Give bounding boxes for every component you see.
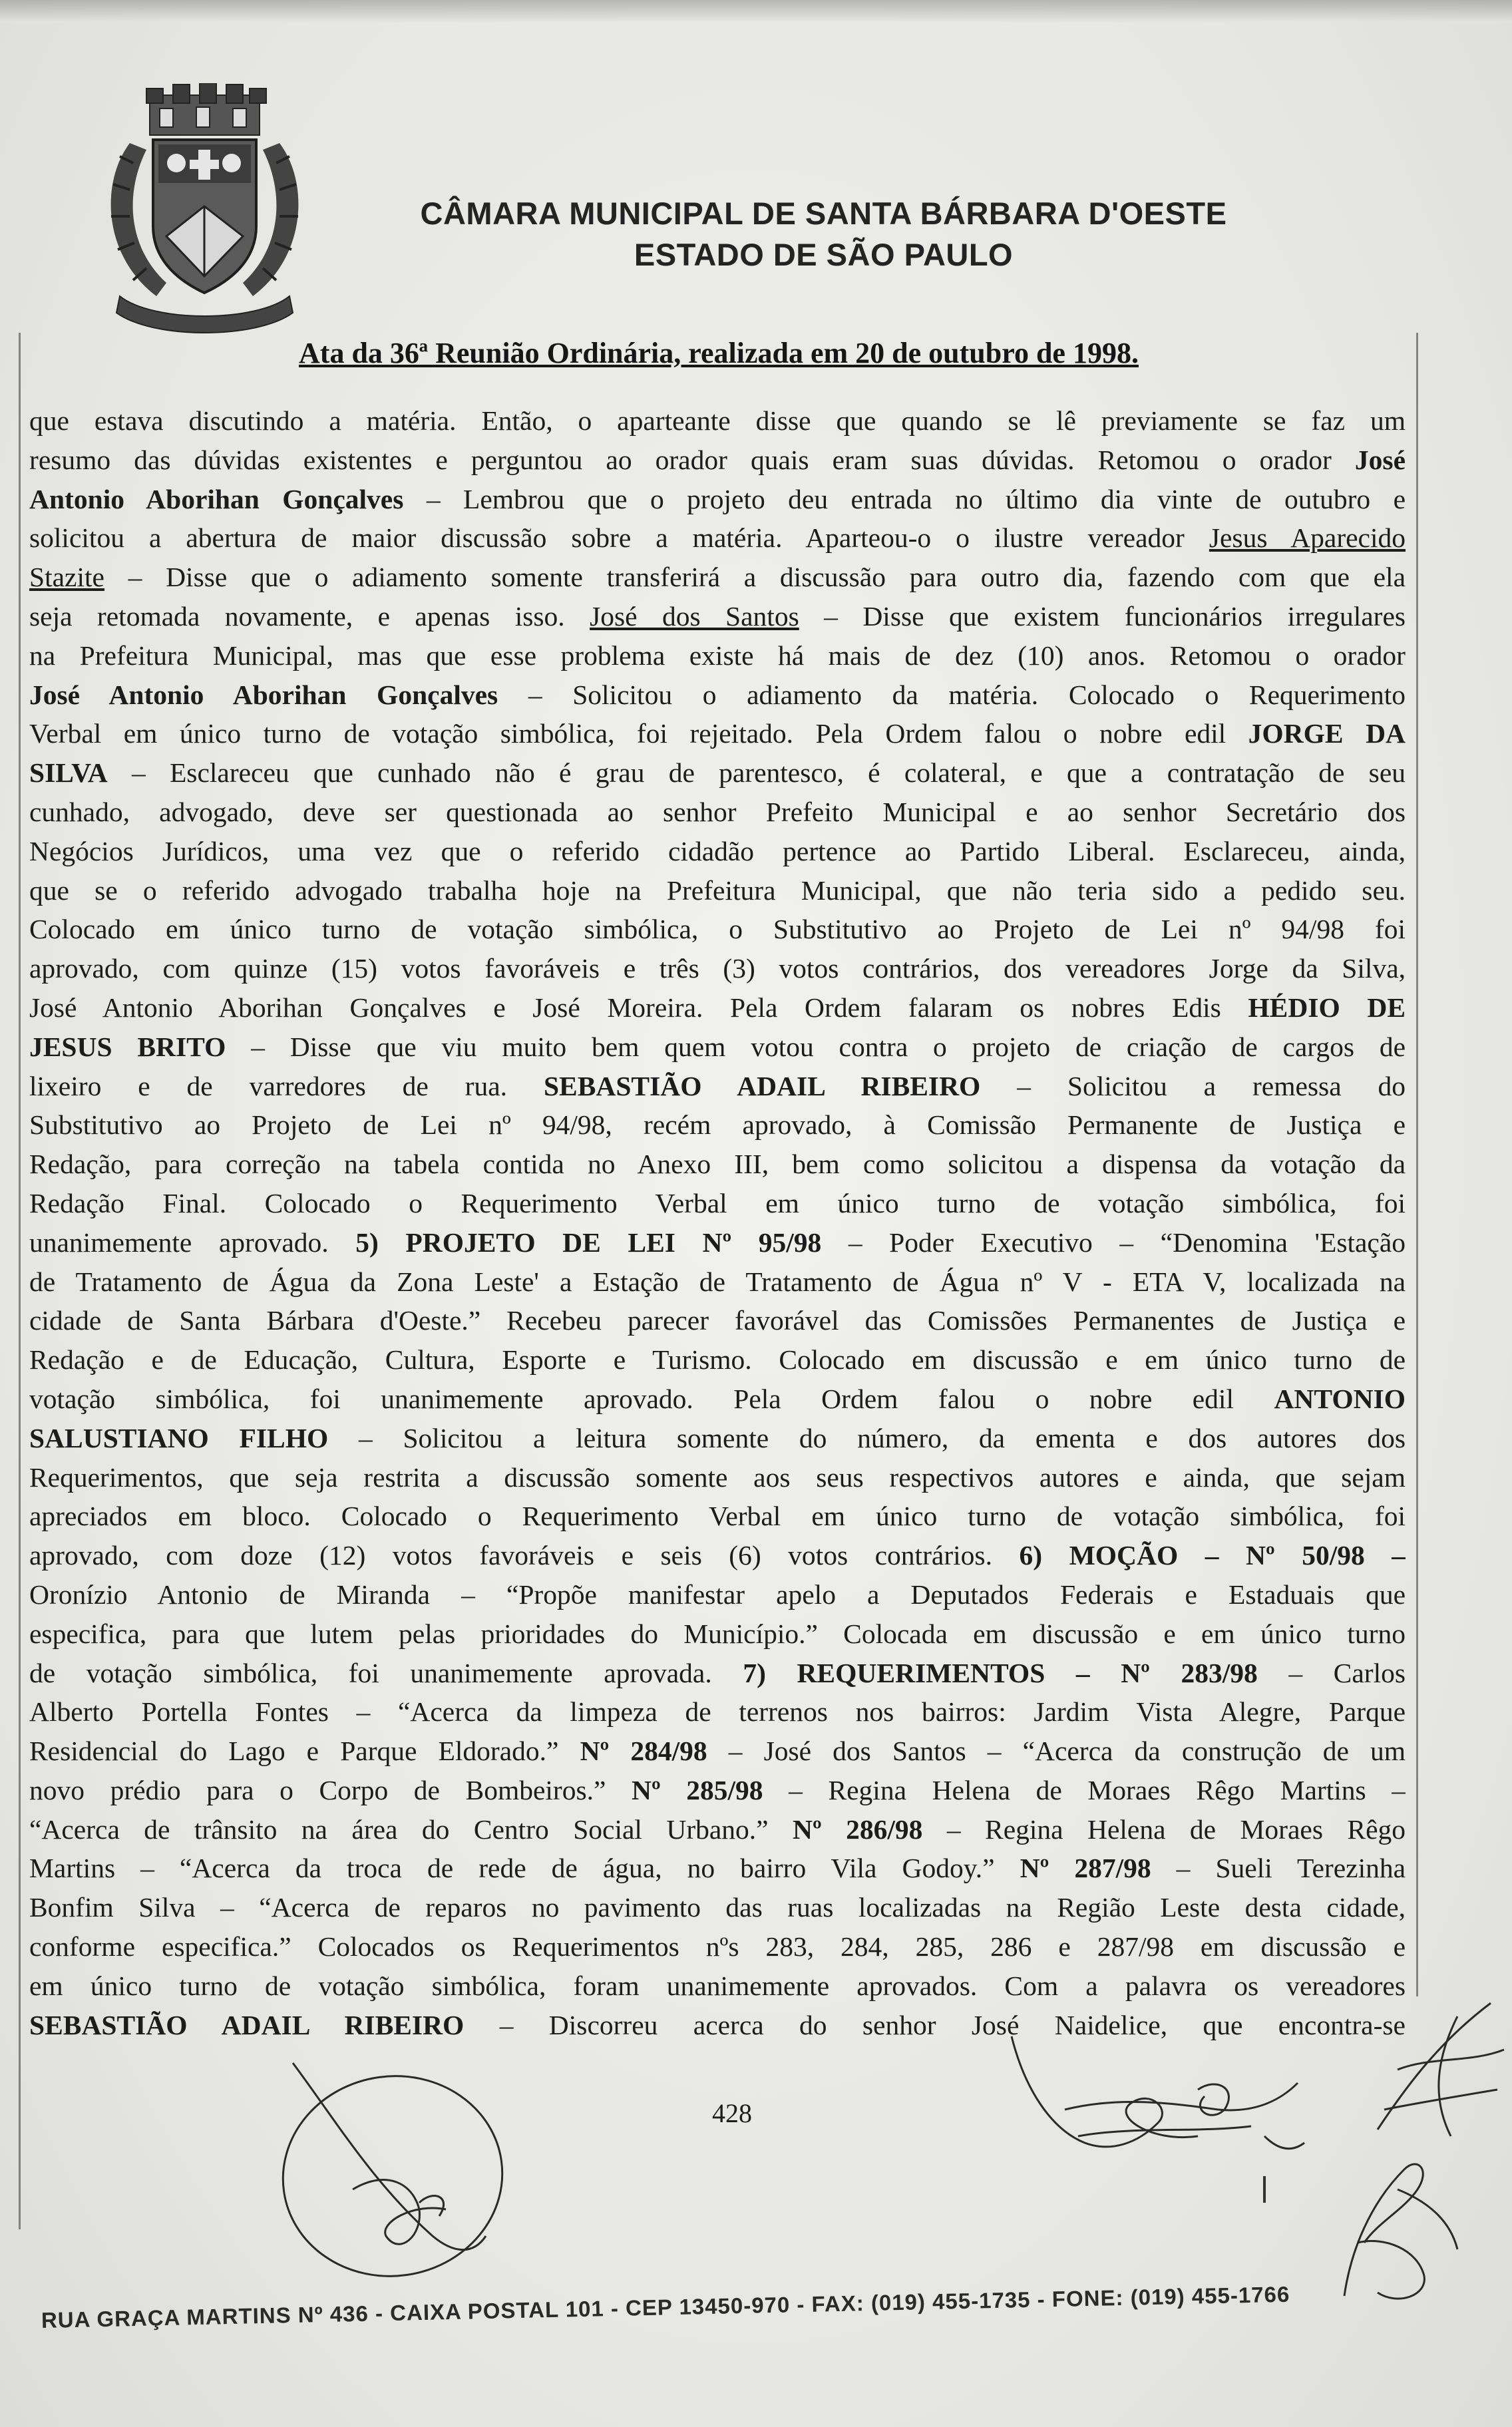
body-line: votação simbólica, foi unanimemente aprovado. Pela Ordem falou o nobre edil ANTONIO xyxy=(29,1383,1406,1414)
page-number: 428 xyxy=(712,2098,752,2128)
institution-name: CÂMARA MUNICIPAL DE SANTA BÁRBARA D'OESTE xyxy=(420,196,1227,231)
body-line: JESUS BRITO – Disse que viu muito bem quem votou contra o projeto de criação de cargos de xyxy=(29,1031,1406,1062)
body-line: resumo das dúvidas existentes e perguntou ao orador quais eram suas dúvidas. Retomou o orador José xyxy=(29,444,1406,475)
institution-header xyxy=(346,193,1301,276)
speaker-name: Antonio Aborihan Gonçalves xyxy=(29,483,404,514)
body-line: na Prefeitura Municipal, mas que esse problema existe há mais de dez (10) anos. Retomou o orador xyxy=(29,640,1406,671)
speaker-name: SALUSTIANO FILHO xyxy=(29,1422,329,1453)
speaker-name: SILVA xyxy=(29,757,108,789)
councillor-name: Stazite xyxy=(29,562,104,593)
body-line: em único turno de votação simbólica, foram unanimemente aprovados. Com a palavra os vereadores xyxy=(29,1970,1406,2001)
body-line: que estava discutindo a matéria. Então, o aparteante disse que quando se lê previamente se faz um xyxy=(29,405,1406,436)
request-number: Nº 285/98 xyxy=(632,1774,763,1805)
body-line: unanimemente aprovado. 5) PROJETO DE LEI Nº 95/98 – Poder Executivo – “Denomina 'Estação xyxy=(29,1226,1406,1258)
left-margin-rule xyxy=(19,333,21,2229)
top-edge-stain xyxy=(0,0,1512,23)
body-line: SILVA – Esclareceu que cunhado não é grau de parentesco, é colateral, e que a contratação de seu xyxy=(29,757,1406,789)
state-name: ESTADO DE SÃO PAULO xyxy=(634,237,1014,272)
speaker-name: JORGE DA xyxy=(1248,718,1406,749)
body-line: que se o referido advogado trabalha hoje na Prefeitura Municipal, que não teria sido a pedido seu. xyxy=(29,874,1406,906)
signature-initials-top-icon xyxy=(1358,1990,1511,2149)
body-line: especifica, para que lutem pelas prioridades do Município.” Colocada em discussão e em único turno xyxy=(29,1618,1406,1649)
body-line: Alberto Portella Fontes – “Acerca da limpeza de terrenos nos bairros: Jardim Vista Alegre, Parque xyxy=(29,1696,1406,1728)
speaker-name: SEBASTIÃO ADAIL RIBEIRO xyxy=(543,1070,981,1101)
body-line: Redação Final. Colocado o Requerimento Verbal em único turno de votação simbólica, foi xyxy=(29,1187,1406,1218)
body-line: Antonio Aborihan Gonçalves – Lembrou que o projeto deu entrada no último dia vinte de outubro e xyxy=(29,483,1406,514)
speaker-name: José Antonio Aborihan Gonçalves xyxy=(29,679,498,710)
footer-address: RUA GRAÇA MARTINS Nº 436 - CAIXA POSTAL 101 - CEP 13450-970 - FAX: (019) 455-1735 - FONE: (019) 455-1766 xyxy=(41,2281,1290,2333)
body-line: Martins – “Acerca da troca de rede de água, no bairro Vila Godoy.” Nº 287/98 – Sueli Terezinha xyxy=(29,1853,1406,1884)
body-line: Requerimentos, que seja restrita a discussão somente aos seus respectivos autores e ainda, que sejam xyxy=(29,1461,1406,1493)
speaker-name: JESUS BRITO xyxy=(29,1031,226,1062)
body-line: Verbal em único turno de votação simbólica, foi rejeitado. Pela Ordem falou o nobre edil JORGE DA xyxy=(29,718,1406,749)
right-margin-rule xyxy=(1416,333,1418,1996)
body-line: cidade de Santa Bárbara d'Oeste.” Recebeu parecer favorável das Comissões Permanentes de Justiça e xyxy=(29,1305,1406,1336)
signature-circle-icon xyxy=(253,2036,599,2289)
signature-scribble-icon xyxy=(998,2010,1371,2169)
body-line: José Antonio Aborihan Gonçalves – Solicitou o adiamento da matéria. Colocado o Requerimento xyxy=(29,679,1406,710)
body-line: solicitou a abertura de maior discussão sobre a matéria. Aparteou-o o ilustre vereador Jesus Aparecido xyxy=(29,522,1406,554)
pen-mark xyxy=(1263,2176,1266,2203)
request-number: Nº 284/98 xyxy=(580,1736,707,1767)
request-number: Nº 287/98 xyxy=(1020,1853,1151,1884)
body-line: novo prédio para o Corpo de Bombeiros.” Nº 285/98 – Regina Helena de Moraes Rêgo Martins – xyxy=(29,1774,1406,1805)
body-line: aprovado, com doze (12) votos favoráveis e seis (6) votos contrários. 6) MOÇÃO – Nº 50/98 – xyxy=(29,1540,1406,1571)
body-line: SEBASTIÃO ADAIL RIBEIRO – Discorreu acerca do senhor José Naidelice, que encontra-se xyxy=(29,2009,1406,2040)
body-line: lixeiro e de varredores de rua. SEBASTIÃO ADAIL RIBEIRO – Solicitou a remessa do xyxy=(29,1070,1406,1101)
body-line: Stazite – Disse que o adiamento somente transferirá a discussão para outro dia, fazendo com que ela xyxy=(29,562,1406,593)
body-line: Residencial do Lago e Parque Eldorado.” Nº 284/98 – José dos Santos – “Acerca da construção de um xyxy=(29,1736,1406,1767)
body-line: apreciados em bloco. Colocado o Requerimento Verbal em único turno de votação simbólica, foi xyxy=(29,1501,1406,1532)
body-line: de Tratamento de Água da Zona Leste' a Estação de Tratamento de Água nº V - ETA V, localizada na xyxy=(29,1266,1406,1297)
body-line: conforme especifica.” Colocados os Requerimentos nºs 283, 284, 285, 286 e 287/98 em discussão e xyxy=(29,1931,1406,1962)
agenda-item-heading: 7) REQUERIMENTOS – Nº 283/98 xyxy=(743,1657,1258,1688)
speaker-name: HÉDIO DE xyxy=(1248,992,1406,1023)
minutes-body xyxy=(29,401,1406,2044)
speaker-name: José xyxy=(1354,444,1406,475)
body-line: cunhado, advogado, deve ser questionada ao senhor Prefeito Municipal e ao senhor Secretário dos xyxy=(29,796,1406,827)
councillor-name: Jesus Aparecido xyxy=(1209,522,1406,554)
body-line: Oronízio Antonio de Miranda – “Propõe manifestar apelo a Deputados Federais e Estaduais que xyxy=(29,1579,1406,1610)
agenda-item-heading: 5) PROJETO DE LEI Nº 95/98 xyxy=(355,1226,822,1258)
body-line: Colocado em único turno de votação simbólica, o Substitutivo ao Projeto de Lei nº 94/98 foi xyxy=(29,914,1406,945)
body-line: José Antonio Aborihan Gonçalves e José Moreira. Pela Ordem falaram os nobres Edis HÉDIO DE xyxy=(29,992,1406,1023)
request-number: Nº 286/98 xyxy=(793,1813,923,1845)
body-line: de votação simbólica, foi unanimemente aprovada. 7) REQUERIMENTOS – Nº 283/98 – Carlos xyxy=(29,1657,1406,1688)
body-line: Bonfim Silva – “Acerca de reparos no pavimento das ruas localizadas na Região Leste desta cidade, xyxy=(29,1892,1406,1923)
speaker-name: ANTONIO xyxy=(1274,1383,1406,1414)
body-line: SALUSTIANO FILHO – Solicitou a leitura somente do número, da ementa e dos autores dos xyxy=(29,1422,1406,1453)
body-line: seja retomada novamente, e apenas isso. José dos Santos – Disse que existem funcionários irregulares xyxy=(29,600,1406,632)
body-line: Redação, para correção na tabela contida no Anexo III, bem como solicitou a dispensa da votação da xyxy=(29,1149,1406,1180)
body-line: “Acerca de trânsito na área do Centro Social Urbano.” Nº 286/98 – Regina Helena de Moraes Rêgo xyxy=(29,1813,1406,1845)
body-line: aprovado, com quinze (15) votos favoráveis e três (3) votos contrários, dos vereadores Jorge da Silva, xyxy=(29,953,1406,984)
body-line: Redação e de Educação, Cultura, Esporte e Turismo. Colocado em discussão e em único turno de xyxy=(29,1344,1406,1376)
speaker-name: SEBASTIÃO ADAIL RIBEIRO xyxy=(29,2009,465,2040)
body-line: Substitutivo ao Projeto de Lei nº 94/98, recém aprovado, à Comissão Permanente de Justiça e xyxy=(29,1109,1406,1141)
councillor-name: José dos Santos xyxy=(590,600,799,632)
minutes-title: Ata da 36ª Reunião Ordinária, realizada em 20 de outubro de 1998. xyxy=(299,337,1139,369)
agenda-item-heading: 6) MOÇÃO – Nº 50/98 – xyxy=(1019,1540,1406,1571)
body-line: Negócios Jurídicos, uma vez que o referido cidadão pertence ao Partido Liberal. Esclareceu, ainda, xyxy=(29,835,1406,866)
coat-of-arms-icon xyxy=(93,83,316,339)
